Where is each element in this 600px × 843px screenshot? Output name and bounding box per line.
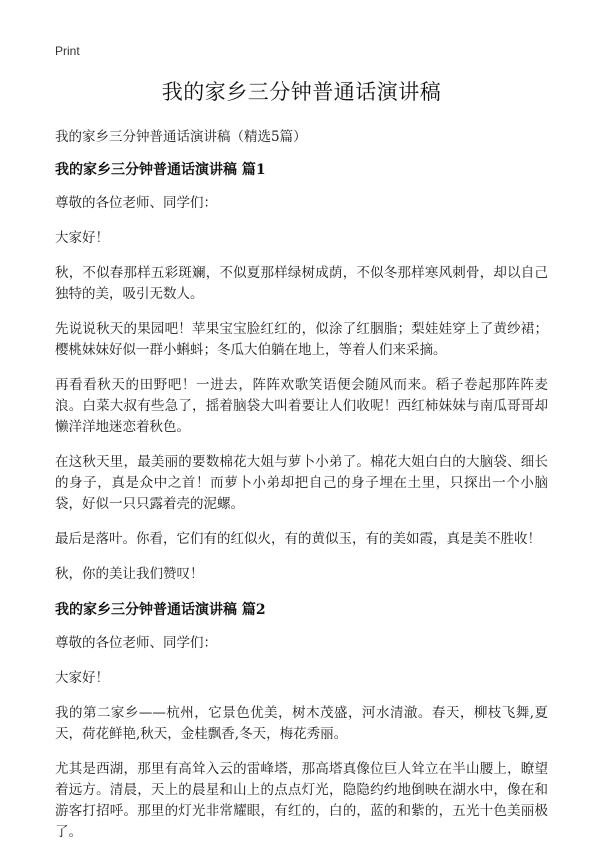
paragraph: 秋，你的美让我们赞叹！ (55, 566, 204, 582)
paragraph: 大家好！ (55, 670, 109, 686)
paragraph: 尊敬的各位老师、同学们： (55, 195, 217, 211)
document-subtitle: 我的家乡三分钟普通话演讲稿（精选5篇） (55, 129, 307, 145)
paragraph: 尊敬的各位老师、同学们： (55, 635, 217, 651)
section-heading: 我的家乡三分钟普通话演讲稿 篇2 (55, 602, 266, 618)
paragraph: 最后是落叶。你看，它们有的红似火，有的黄似玉，有的美如霞，真是美不胜收！ (55, 531, 541, 547)
paragraph: 再看看秋天的田野吧！一进去，阵阵欢歌笑语便会随风而来。稻子卷起那阵阵麦浪。白菜大叔有些急了，摇着脑袋大叫着要让人们收呢！西红柿妹妹与南瓜哥哥却懒洋洋地迷恋着秋色。 (55, 377, 548, 435)
paragraph: 在这秋天里，最美丽的要数棉花大姐与萝卜小弟了。棉花大姐白白的大脑袋、细长的身子，真是众中之首！而萝卜小弟却把自己的身子埋在土里，只探出一个小脑袋，好似一只只露着壳的泥螺。 (55, 454, 548, 512)
paragraph: 大家好！ (55, 230, 109, 246)
section-2 (55, 599, 548, 843)
paragraph: 我的第二家乡——杭州，它景色优美，树木茂盛，河水清澈。春天，柳枝飞舞,夏天，荷花鲜艳,秋天，金桂飘香,冬天，梅花秀丽。 (55, 705, 548, 742)
document-title: 我的家乡三分钟普通话演讲稿 (161, 80, 442, 104)
paragraph: 尤其是西湖，那里有高耸入云的雷峰塔，那高塔真像位巨人耸立在半山腰上，瞭望着远方。清晨，天上的晨星和山上的点点灯光，隐隐约约地倒映在湖水中，像在和游客打招呼。那里的灯光非常耀眼，有红的，白的，蓝的和紫的，五光十色美丽极了。 (55, 761, 548, 840)
section-heading: 我的家乡三分钟普通话演讲稿 篇1 (55, 162, 266, 178)
paragraph: 秋，不似春那样五彩斑斓，不似夏那样绿树成荫，不似冬那样寒风刺骨，却以自己独特的美，吸引无数人。 (55, 265, 548, 302)
paragraph: 先说说秋天的果园吧！苹果宝宝脸红红的，似涂了红胭脂；梨娃娃穿上了黄纱裙；樱桃妹妹好似一群小蝌蚪；冬瓜大伯躺在地上，等着人们来采摘。 (55, 321, 548, 358)
section-1 (55, 159, 548, 585)
print-label: Print (55, 44, 80, 58)
